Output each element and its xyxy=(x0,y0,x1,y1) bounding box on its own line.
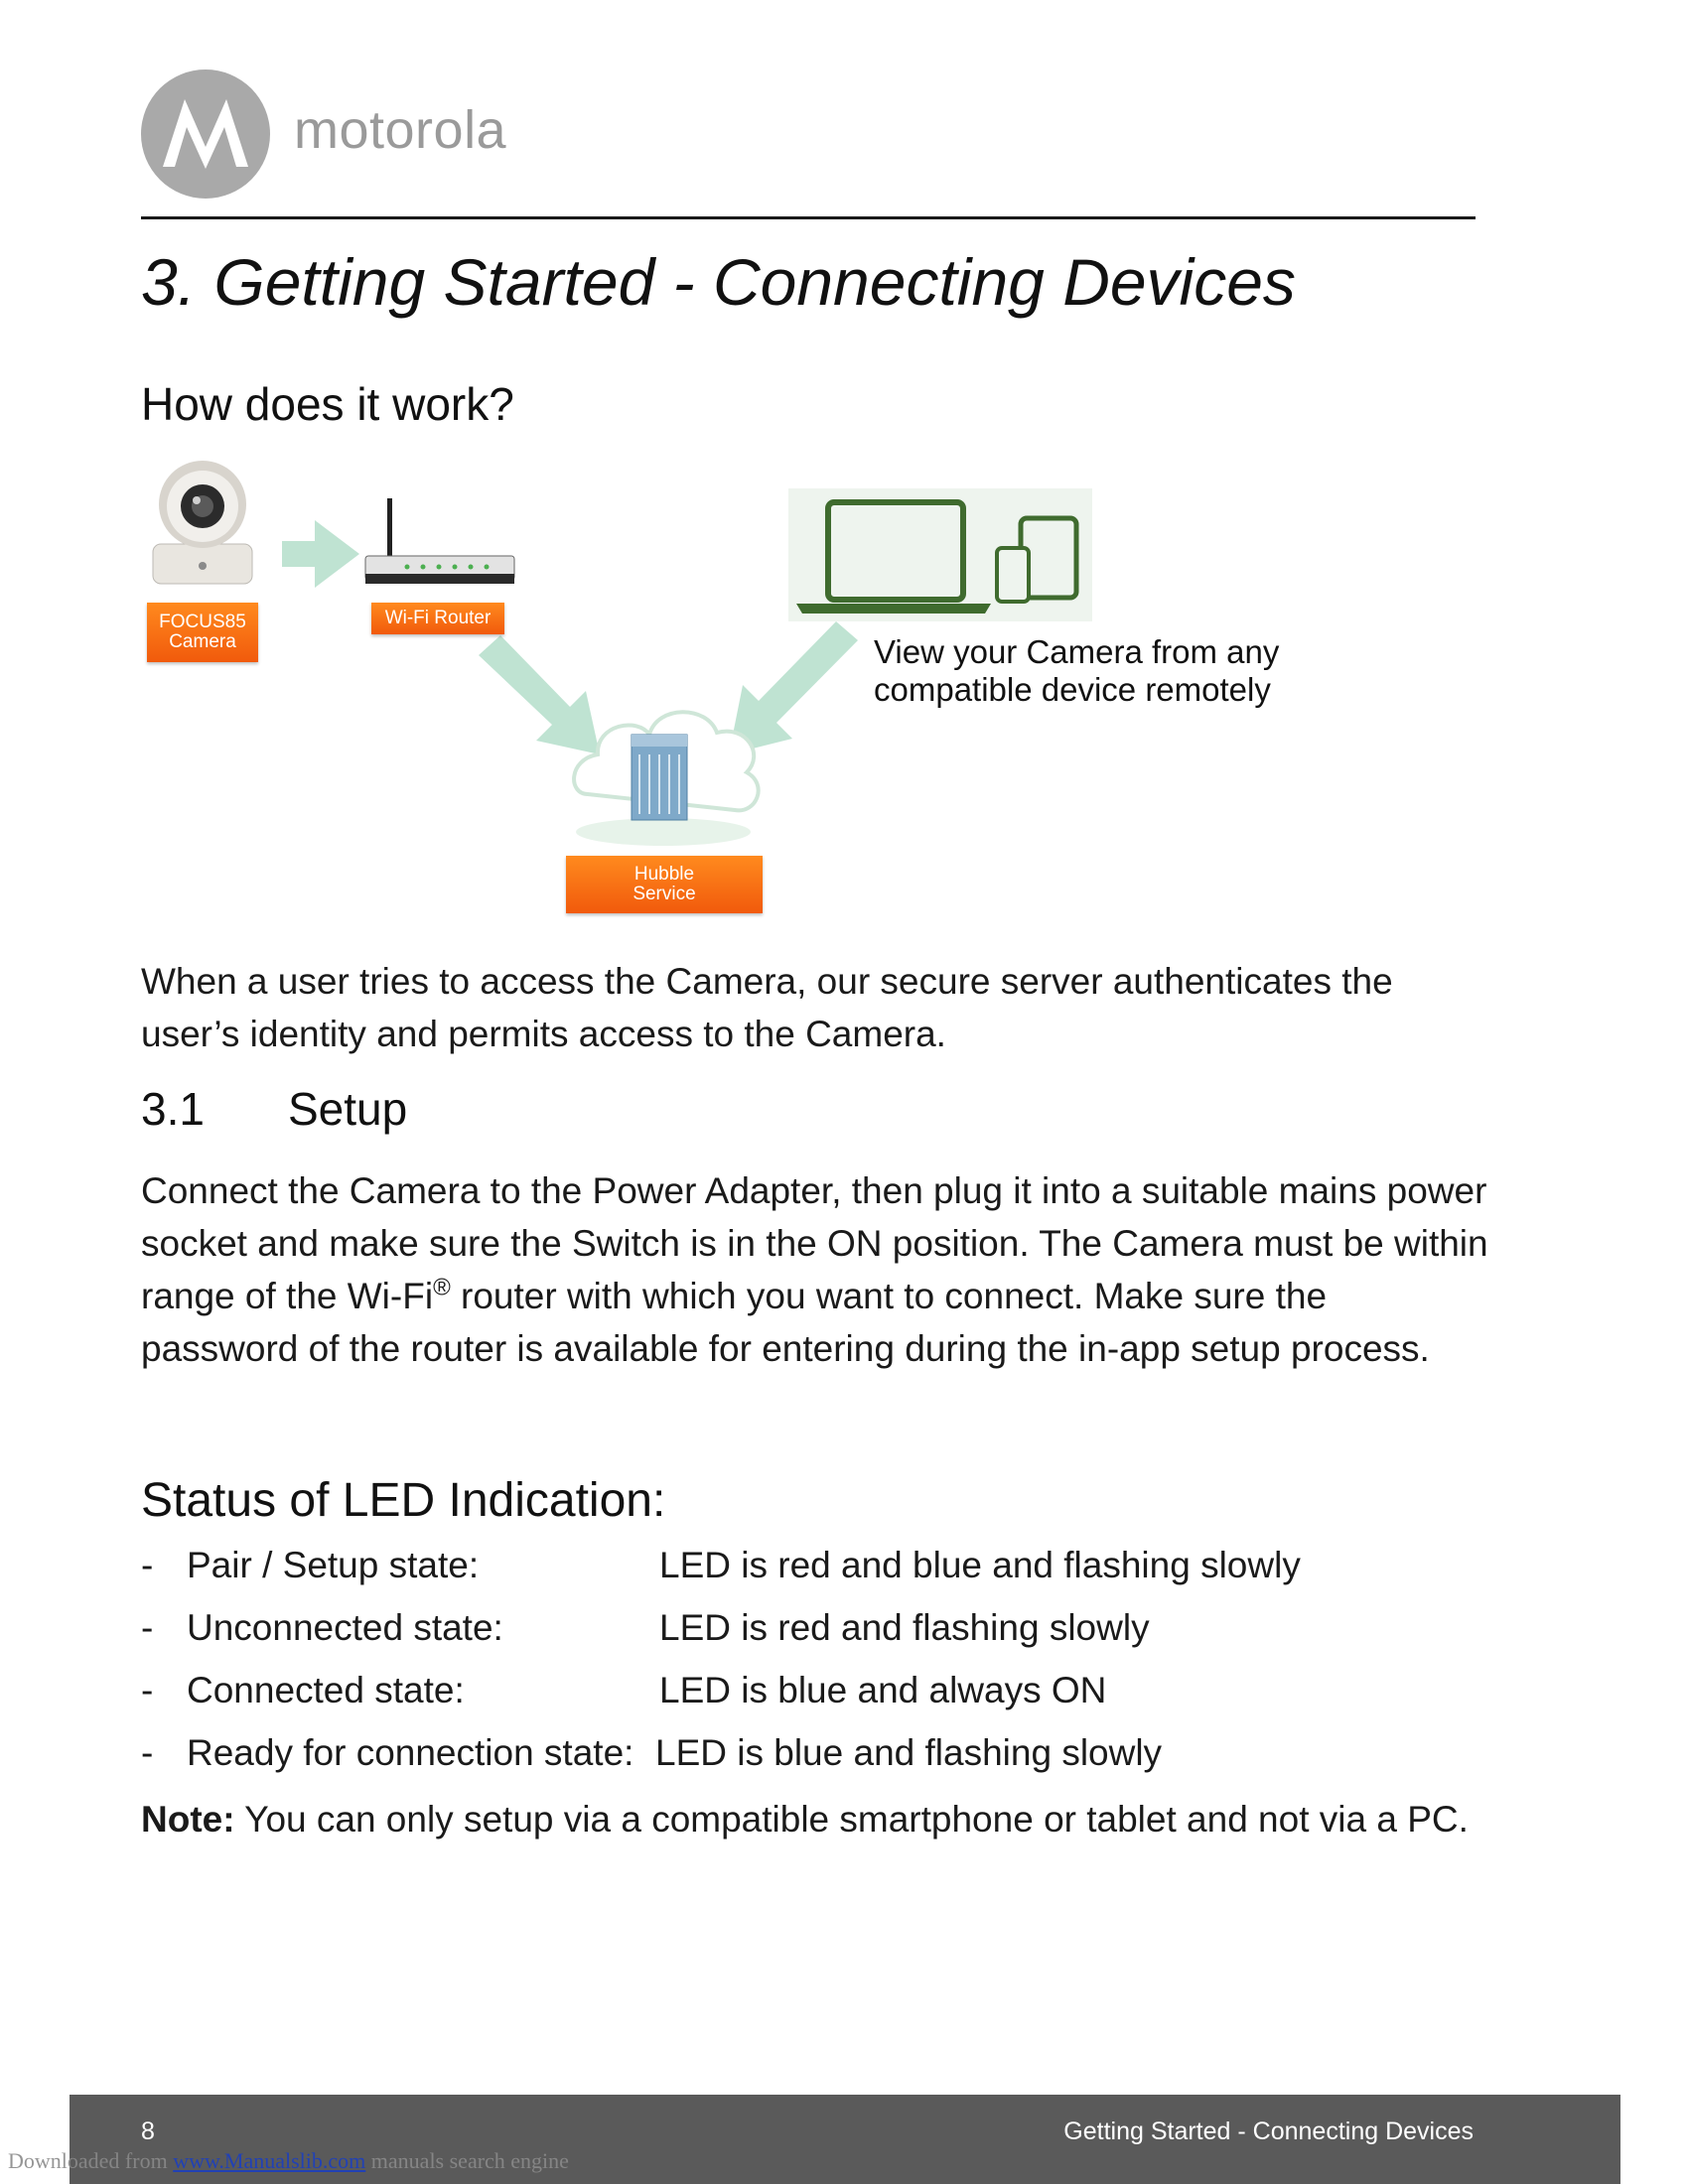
header-divider xyxy=(141,216,1476,219)
led-state-value: LED is red and blue and flashing slowly xyxy=(659,1545,1301,1585)
camera-tag: FOCUS85 Camera xyxy=(147,603,258,662)
list-dash: - xyxy=(141,1545,154,1585)
led-state-value: LED is blue and flashing slowly xyxy=(655,1732,1163,1773)
page-title: 3. Getting Started - Connecting Devices xyxy=(141,245,1296,319)
footer-section-title: Getting Started - Connecting Devices xyxy=(1063,2117,1474,2145)
download-watermark xyxy=(8,2148,569,2174)
led-state-label: Pair / Setup state: xyxy=(187,1545,480,1585)
motorola-logo-icon xyxy=(141,69,270,199)
setup-text-part2: router with which you want to connect. Make sure the password of the router is available for entering during the in-app setup process. xyxy=(141,1276,1430,1369)
list-dash: - xyxy=(141,1670,154,1710)
setup-text-part1: Connect the Camera to the Power Adapter, then plug it into a suitable mains power socket and make sure the Switch is in the ON position. The Camera must be within range of the Wi-Fi xyxy=(141,1170,1488,1316)
devices-icon xyxy=(788,488,1092,621)
led-state-label: Unconnected state: xyxy=(187,1607,503,1648)
arrow-devices-to-cloud-icon xyxy=(729,621,858,754)
camera-icon xyxy=(153,461,252,584)
led-state-value: LED is red and flashing slowly xyxy=(659,1607,1150,1648)
led-status-heading: Status of LED Indication: xyxy=(141,1474,666,1527)
led-state-value: LED is blue and always ON xyxy=(659,1670,1107,1710)
manualslib-link[interactable]: www.Manualslib.com xyxy=(173,2148,366,2173)
list-dash: - xyxy=(141,1607,154,1648)
watermark-suffix: manuals search engine xyxy=(365,2148,569,2173)
cloud-server-icon xyxy=(574,712,759,846)
arrow-router-to-cloud-icon xyxy=(479,635,600,754)
remote-view-caption: View your Camera from any compatible device remotely xyxy=(874,633,1280,708)
led-state-label: Connected state: xyxy=(187,1670,465,1710)
setup-heading xyxy=(141,1082,407,1136)
connection-diagram xyxy=(141,457,1333,923)
setup-paragraph xyxy=(141,1164,1491,1375)
setup-section-title: Setup xyxy=(288,1083,408,1135)
setup-note xyxy=(141,1791,1469,1848)
registered-mark: ® xyxy=(433,1274,451,1301)
intro-paragraph: When a user tries to access the Camera, our secure server authenticates the user’s identity and permits access to the Camera. xyxy=(141,961,1393,1054)
list-dash: - xyxy=(141,1732,154,1773)
arrow-camera-to-router-icon xyxy=(282,520,359,588)
section-heading-how: How does it work? xyxy=(141,378,514,430)
brand-name: motorola xyxy=(294,100,507,160)
note-text: You can only setup via a compatible smartphone or tablet and not via a PC. xyxy=(234,1799,1469,1840)
setup-section-number: 3.1 xyxy=(141,1083,205,1135)
router-tag: Wi-Fi Router xyxy=(371,603,504,634)
hubble-service-tag: Hubble Service xyxy=(566,856,763,913)
router-icon xyxy=(365,498,514,584)
led-state-label: Ready for connection state: xyxy=(187,1732,634,1773)
watermark-prefix: Downloaded from xyxy=(8,2148,174,2173)
note-label: Note: xyxy=(141,1799,235,1840)
page-number: 8 xyxy=(141,2117,155,2145)
